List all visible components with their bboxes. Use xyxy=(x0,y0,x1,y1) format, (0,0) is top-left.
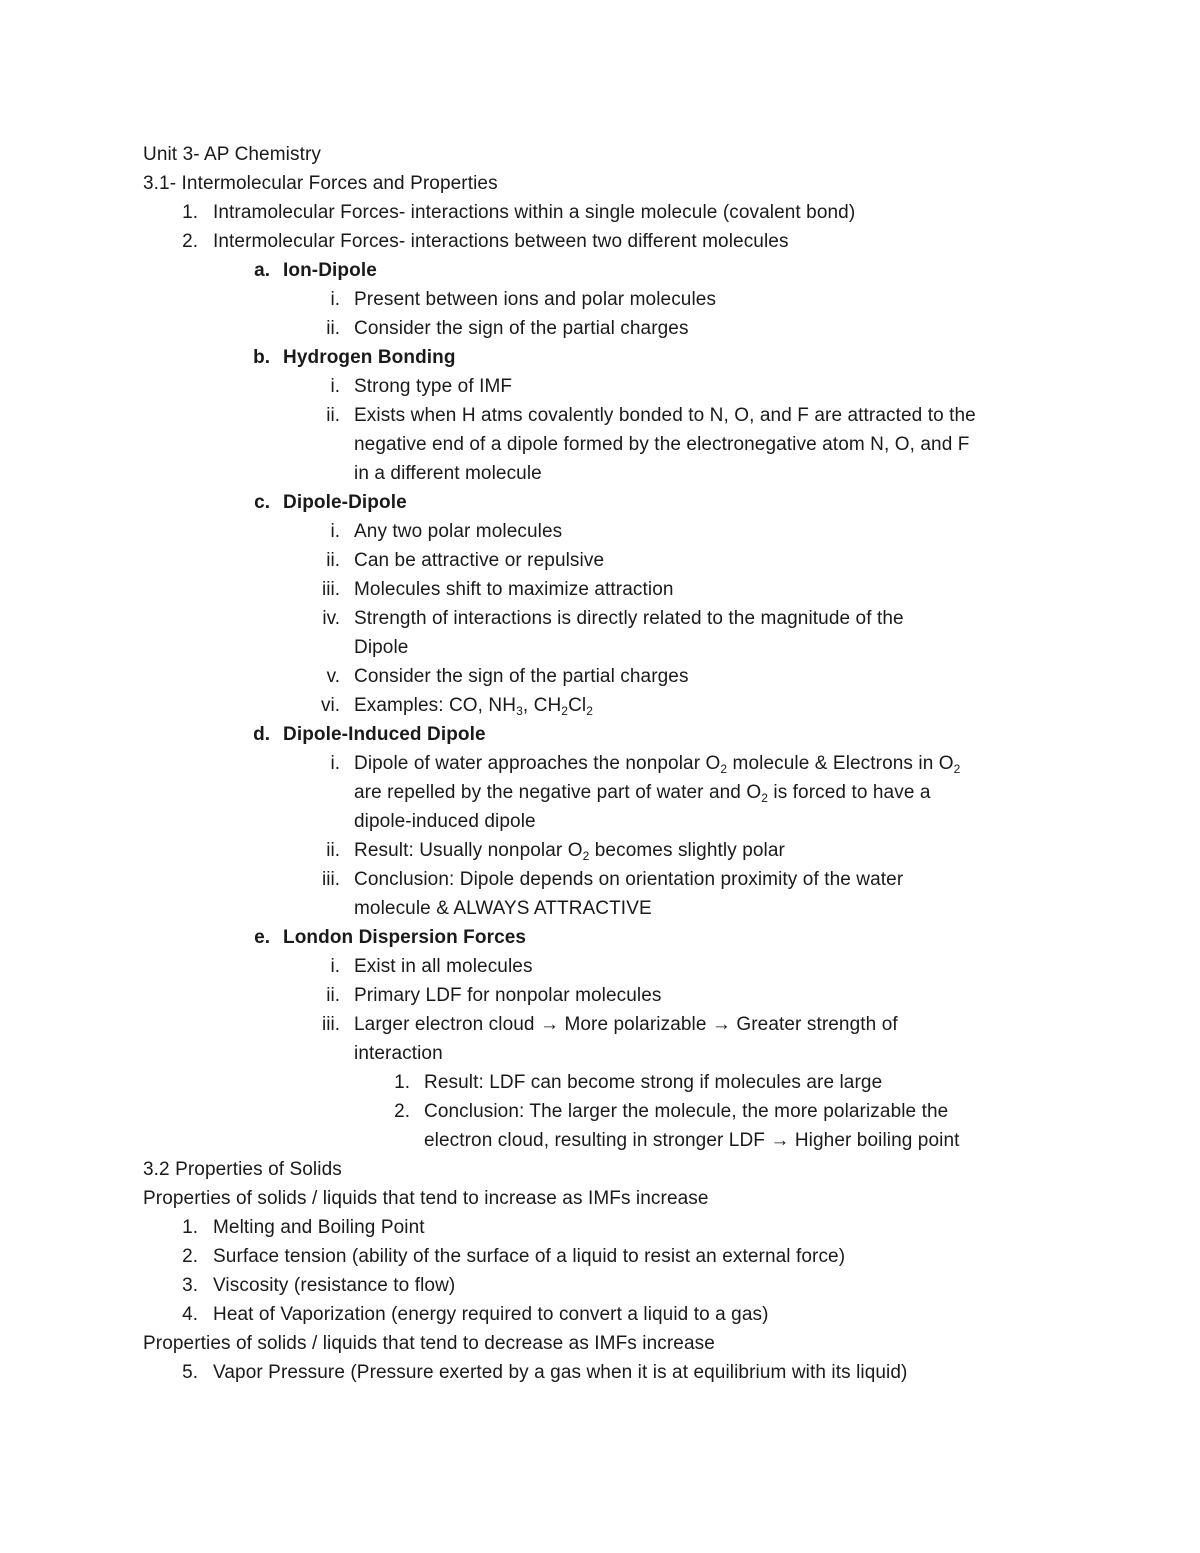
list-item-intramolecular: Intramolecular Forces- interactions within a single molecule (covalent bond) xyxy=(213,202,856,223)
list-marker: ii. xyxy=(326,985,340,1006)
list-item-line: Dipole xyxy=(354,637,409,658)
paragraph-increase: Properties of solids / liquids that tend to increase as IMFs increase xyxy=(143,1188,709,1209)
list-marker: i. xyxy=(330,521,340,542)
list-marker: 1. xyxy=(182,202,198,223)
list-marker: i. xyxy=(330,376,340,397)
list-item-line: Exists when H atms covalently bonded to N, O, and F are attracted to the xyxy=(354,405,976,426)
list-marker: 4. xyxy=(182,1304,198,1325)
list-item: Present between ions and polar molecules xyxy=(354,289,717,310)
list-marker: vi. xyxy=(321,695,340,716)
list-item xyxy=(354,839,785,863)
subheading-ion-dipole: Ion-Dipole xyxy=(283,260,377,281)
list-marker: v. xyxy=(326,666,340,687)
list-marker: 5. xyxy=(182,1362,198,1383)
list-marker: iii. xyxy=(322,1014,340,1035)
list-item-line xyxy=(354,752,960,776)
list-item: Exist in all molecules xyxy=(354,956,533,977)
list-marker: ii. xyxy=(326,318,340,339)
list-marker: ii. xyxy=(326,405,340,426)
list-item: Molecules shift to maximize attraction xyxy=(354,579,674,600)
list-marker: i. xyxy=(330,753,340,774)
subheading-london-dispersion: London Dispersion Forces xyxy=(283,927,527,948)
list-marker: c. xyxy=(254,492,270,513)
subheading-dipole-induced-dipole: Dipole-Induced Dipole xyxy=(283,724,486,745)
text-run: molecule & Electrons in O xyxy=(727,753,954,774)
list-marker: a. xyxy=(254,260,270,281)
list-marker: i. xyxy=(330,956,340,977)
list-item-line: Conclusion: Dipole depends on orientation proximity of the water xyxy=(354,869,904,890)
text-run: are repelled by the negative part of water and O xyxy=(354,782,762,803)
list-marker: 3. xyxy=(182,1275,198,1296)
list-item: Consider the sign of the partial charges xyxy=(354,318,689,339)
list-marker: 2. xyxy=(394,1101,410,1122)
section-heading-3-1: 3.1- Intermolecular Forces and Properties xyxy=(143,173,498,194)
subheading-hydrogen-bonding: Hydrogen Bonding xyxy=(283,347,456,368)
subscript: 2 xyxy=(561,704,569,718)
list-item-line: Strength of interactions is directly related to the magnitude of the xyxy=(354,608,904,629)
list-item-line: Conclusion: The larger the molecule, the more polarizable the xyxy=(424,1101,949,1122)
subscript: 2 xyxy=(582,849,590,863)
section-heading-3-2: 3.2 Properties of Solids xyxy=(143,1159,342,1180)
subheading-dipole-dipole: Dipole-Dipole xyxy=(283,492,407,513)
list-item: Melting and Boiling Point xyxy=(213,1217,425,1238)
list-marker: ii. xyxy=(326,840,340,861)
subscript: 2 xyxy=(761,791,768,805)
list-marker: 2. xyxy=(182,1246,198,1267)
list-item-examples xyxy=(354,694,593,718)
list-item: Result: LDF can become strong if molecules are large xyxy=(424,1072,883,1093)
list-marker: d. xyxy=(253,724,270,745)
list-marker: 2. xyxy=(182,231,198,252)
list-item-line: dipole-induced dipole xyxy=(354,811,536,832)
list-marker: iii. xyxy=(322,869,340,890)
list-item-line: Larger electron cloud → More polarizable → Greater strength of xyxy=(354,1014,898,1035)
subscript: 2 xyxy=(720,762,728,776)
list-marker: iv. xyxy=(322,608,340,629)
list-item: Any two polar molecules xyxy=(354,521,563,542)
subscript: 3 xyxy=(516,704,523,718)
text-run: is forced to have a xyxy=(768,782,931,803)
text-run: becomes slightly polar xyxy=(589,840,785,861)
text-run: , CH xyxy=(522,695,562,716)
paragraph-decrease: Properties of solids / liquids that tend to decrease as IMFs increase xyxy=(143,1333,715,1354)
list-item: Surface tension (ability of the surface of a liquid to resist an external force) xyxy=(213,1246,846,1267)
subscript: 2 xyxy=(953,762,961,776)
text-run: Cl xyxy=(568,695,587,716)
list-item-line: interaction xyxy=(354,1043,443,1064)
text-run: Result: Usually nonpolar O xyxy=(354,840,583,861)
list-item: Strong type of IMF xyxy=(354,376,513,397)
list-marker: 1. xyxy=(394,1072,410,1093)
list-item: Vapor Pressure (Pressure exerted by a gas when it is at equilibrium with its liquid) xyxy=(213,1362,908,1383)
list-marker: ii. xyxy=(326,550,340,571)
subscript: 2 xyxy=(586,704,593,718)
list-item-line: molecule & ALWAYS ATTRACTIVE xyxy=(354,898,652,919)
document-title: Unit 3- AP Chemistry xyxy=(143,144,321,165)
list-item: Viscosity (resistance to flow) xyxy=(213,1275,456,1296)
list-item-line: negative end of a dipole formed by the electronegative atom N, O, and F xyxy=(354,434,970,455)
list-marker: iii. xyxy=(322,579,340,600)
list-marker: 1. xyxy=(182,1217,198,1238)
list-item: Consider the sign of the partial charges xyxy=(354,666,689,687)
list-item-line: in a different molecule xyxy=(354,463,542,484)
text-run: Examples: CO, NH xyxy=(354,695,517,716)
list-item: Heat of Vaporization (energy required to convert a liquid to a gas) xyxy=(213,1304,769,1325)
list-item: Can be attractive or repulsive xyxy=(354,550,605,571)
list-item-line: electron cloud, resulting in stronger LDF → Higher boiling point xyxy=(424,1130,960,1151)
text-run: Dipole of water approaches the nonpolar O xyxy=(354,753,721,774)
list-marker: b. xyxy=(253,347,270,368)
list-item: Primary LDF for nonpolar molecules xyxy=(354,985,662,1006)
list-item-intermolecular: Intermolecular Forces- interactions between two different molecules xyxy=(213,231,789,252)
list-marker: e. xyxy=(254,927,270,948)
list-marker: i. xyxy=(330,289,340,310)
list-item-line xyxy=(354,781,931,805)
